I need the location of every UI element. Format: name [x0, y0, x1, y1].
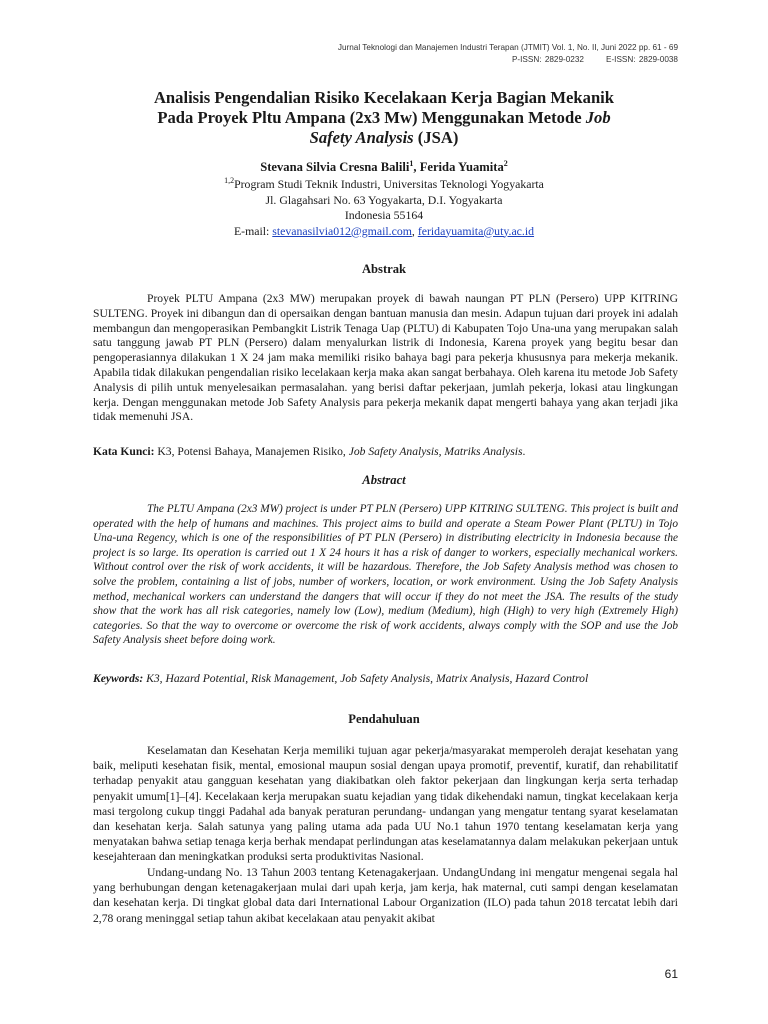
title-line-3-italic: Safety Analysis [309, 128, 414, 147]
kata-kunci-text: K3, Potensi Bahaya, Manajemen Risiko, [154, 445, 349, 458]
affiliation-email [95, 224, 673, 240]
title-line-3-text: (JSA) [413, 128, 459, 147]
title-line-2 [95, 108, 673, 128]
abstract-heading: Abstract [362, 473, 406, 487]
email-separator: , [411, 223, 418, 238]
email-link-2[interactable]: feridayuamita@uty.ac.id [417, 223, 535, 238]
author-2-affil: 2 [503, 158, 508, 168]
affiliation-country: Indonesia 55164 [344, 208, 424, 222]
affiliation-sup: 1,2 [224, 176, 235, 186]
author-1: Stevana Silvia Cresna Balili [260, 160, 410, 174]
electronic-issn: E-ISSN: 2829-0038 [605, 55, 678, 64]
pendahuluan-paragraph-2: Undang-undang No. 13 Tahun 2003 tentang Ketenagakerjaan. UndangUndang ini mengatur mengenai segala hal yang berhubungan dengan ketenagakerjaan mulai dari upah kerja, jam kerja, hak maternal, cuti sampi dengan keselamatan dan kesehatan kerja. Di tingkat global data dari International Labour Organization (ILO) pada tahun 2018 tercatat lebih dari 2,78 orang meninggal setiap tahun akibat kecelakaan atau penyakit akibat [93, 866, 678, 925]
pendahuluan-paragraph-1: Keselamatan dan Kesehatan Kerja memiliki tujuan agar pekerja/masyarakat memperoleh derajat kesehatan yang baik, meliputi kesehatan fisik, mental, emosional maupun sosial dengan upaya promotif, preventif, kuratif, dan rehabilitatif terhadap penyakit atau gangguan kesehatan yang diakibatkan oleh faktor pekerjaan dan lingkungan kerja serta terhadap penyakit umum[1]–[4]. Kecelakaan kerja merupakan suatu kejadian yang tidak dikehendaki namun, tingkat kecelakaan kerja masi tergolong cukup tinggi Padahal ada banyak peraturan perundang- undangan yang mengatur tentang syarat keselamatan dan kesehatan kerja. Salah satunya yang paling utama ada pada UU No.1 tahun 1970 tentang keselamatan kerja yang menyatakan bahwa setiap tenaga kerja berhak mendapat perlindungan atas keselamatannya dalam melakukan pekerjaan untuk kesejahteraan dan meningkatkan produksi serta produktivitas Nasional. [93, 744, 678, 864]
title-line-1: Analisis Pengendalian Risiko Kecelakaan Kerja Bagian Mekanik [153, 88, 615, 107]
pendahuluan-heading: Pendahuluan [348, 712, 420, 726]
author-2: Ferida Yuamita [419, 160, 504, 174]
keywords [93, 671, 678, 686]
kata-kunci [93, 444, 678, 459]
title-line-3 [95, 128, 673, 148]
title-line-2-text: Pada Proyek Pltu Ampana (2x3 Mw) Menggunakan Metode [157, 108, 586, 127]
email-label: E-mail: [233, 223, 273, 238]
keywords-label: Keywords: [93, 672, 144, 685]
author-1-affil: 1 [409, 158, 414, 168]
print-issn: P-ISSN: 2829-0232 [511, 55, 584, 64]
issn-line [338, 54, 678, 66]
author-list [95, 160, 673, 175]
journal-header [338, 42, 678, 66]
kata-kunci-italic: Job Safety Analysis, Matriks Analysis [348, 445, 523, 458]
abstrak-heading: Abstrak [361, 262, 407, 276]
paper-title [95, 88, 673, 148]
journal-citation: Jurnal Teknologi dan Manajemen Industri Terapan (JTMIT) Vol. 1, No. II, Juni 2022 pp. 61 - 69 [337, 43, 678, 52]
affiliation-program-text: Program Studi Teknik Industri, Universitas Teknologi Yogyakarta [234, 177, 544, 191]
affiliation-block [95, 177, 673, 239]
title-line-2-italic: Job [585, 108, 611, 127]
keywords-text: K3, Hazard Potential, Risk Management, Job Safety Analysis, Matrix Analysis, Hazard Control [143, 672, 589, 685]
kata-kunci-label: Kata Kunci: [93, 445, 155, 458]
affiliation-program [95, 177, 673, 193]
kata-kunci-end: . [522, 445, 526, 458]
author-separator: , [413, 160, 420, 174]
abstract-text: The PLTU Ampana (2x3 MW) project is under PT PLN (Persero) UPP KITRING SULTENG. This project is built and operated with the help of humans and machines. This project aims to build and operate a Steam Power Plant (PLTU) in Tojo Una-una Regency, which is one of the responsibilities of PT PLN (Persero) in distributing electricity in Indonesia because the project is so large. Its operation is carried out 1 X 24 hours it has a risk of danger to workers, especially mechanical workers. Without control over the risk of work accidents, it will be hazardous. Therefore, the Job Safety Analysis method was chosen to solve the problem, containing a list of jobs, number of workers, location, or work environment. Using the Job Safety Analysis method, mechanical workers can understand the dangers that will occur if they do not meet the JSA. The results of the study show that the work has all risk categories, namely low (Low), medium (Medium), high (High) to very high (Extremely High) categories. So that the way to overcome or overcome the risk of work accidents, always comply with the SOP and use the Job Safety Analysis sheet before doing work. [93, 503, 678, 647]
abstrak-text: Proyek PLTU Ampana (2x3 MW) merupakan proyek di bawah naungan PT PLN (Persero) UPP KITRING SULTENG. Proyek ini dibangun dan di opersaikan dengan bantuan manusia dan mesin. Adapun tujuan dari proyek ini adalah membangun dan mengoperasikan Pembangkit Listrik Tenaga Uap (PLTU) di Kabupaten Tojo Una-una yang merupakan salah satu tanggung jawab PT PLN (Persero) dalam menyalurkan listrik di Indonesia, Karena proyek yang begitu besar dan pengoperasiannya dilakukan 1 X 24 jam maka memiliki risiko bahaya bagi para pekerja khususnya para mekerja mekanik. Apabila tidak dilakukan pengendalian risiko lecelakaan kerja maka akan sangat berbahaya. Oleh karena itu metode Job Safety Analysis di pilih untuk menyelesaikan permasalahan. yang berisi daftar pekerjaan, jumlah pekerja, lokasi atau lingkungan kerja. Dengan menggunakan metode Job Safety Analysis para pekerja mekanik dapat mengerti bahaya yang akan terjadi jika tidak memenuhi JSA. [93, 292, 678, 424]
email-link-1[interactable]: stevanasilvia012@gmail.com [272, 223, 412, 238]
page-number: 61 [664, 967, 678, 981]
affiliation-address: Jl. Glagahsari No. 63 Yogyakarta, D.I. Yogyakarta [265, 192, 503, 207]
